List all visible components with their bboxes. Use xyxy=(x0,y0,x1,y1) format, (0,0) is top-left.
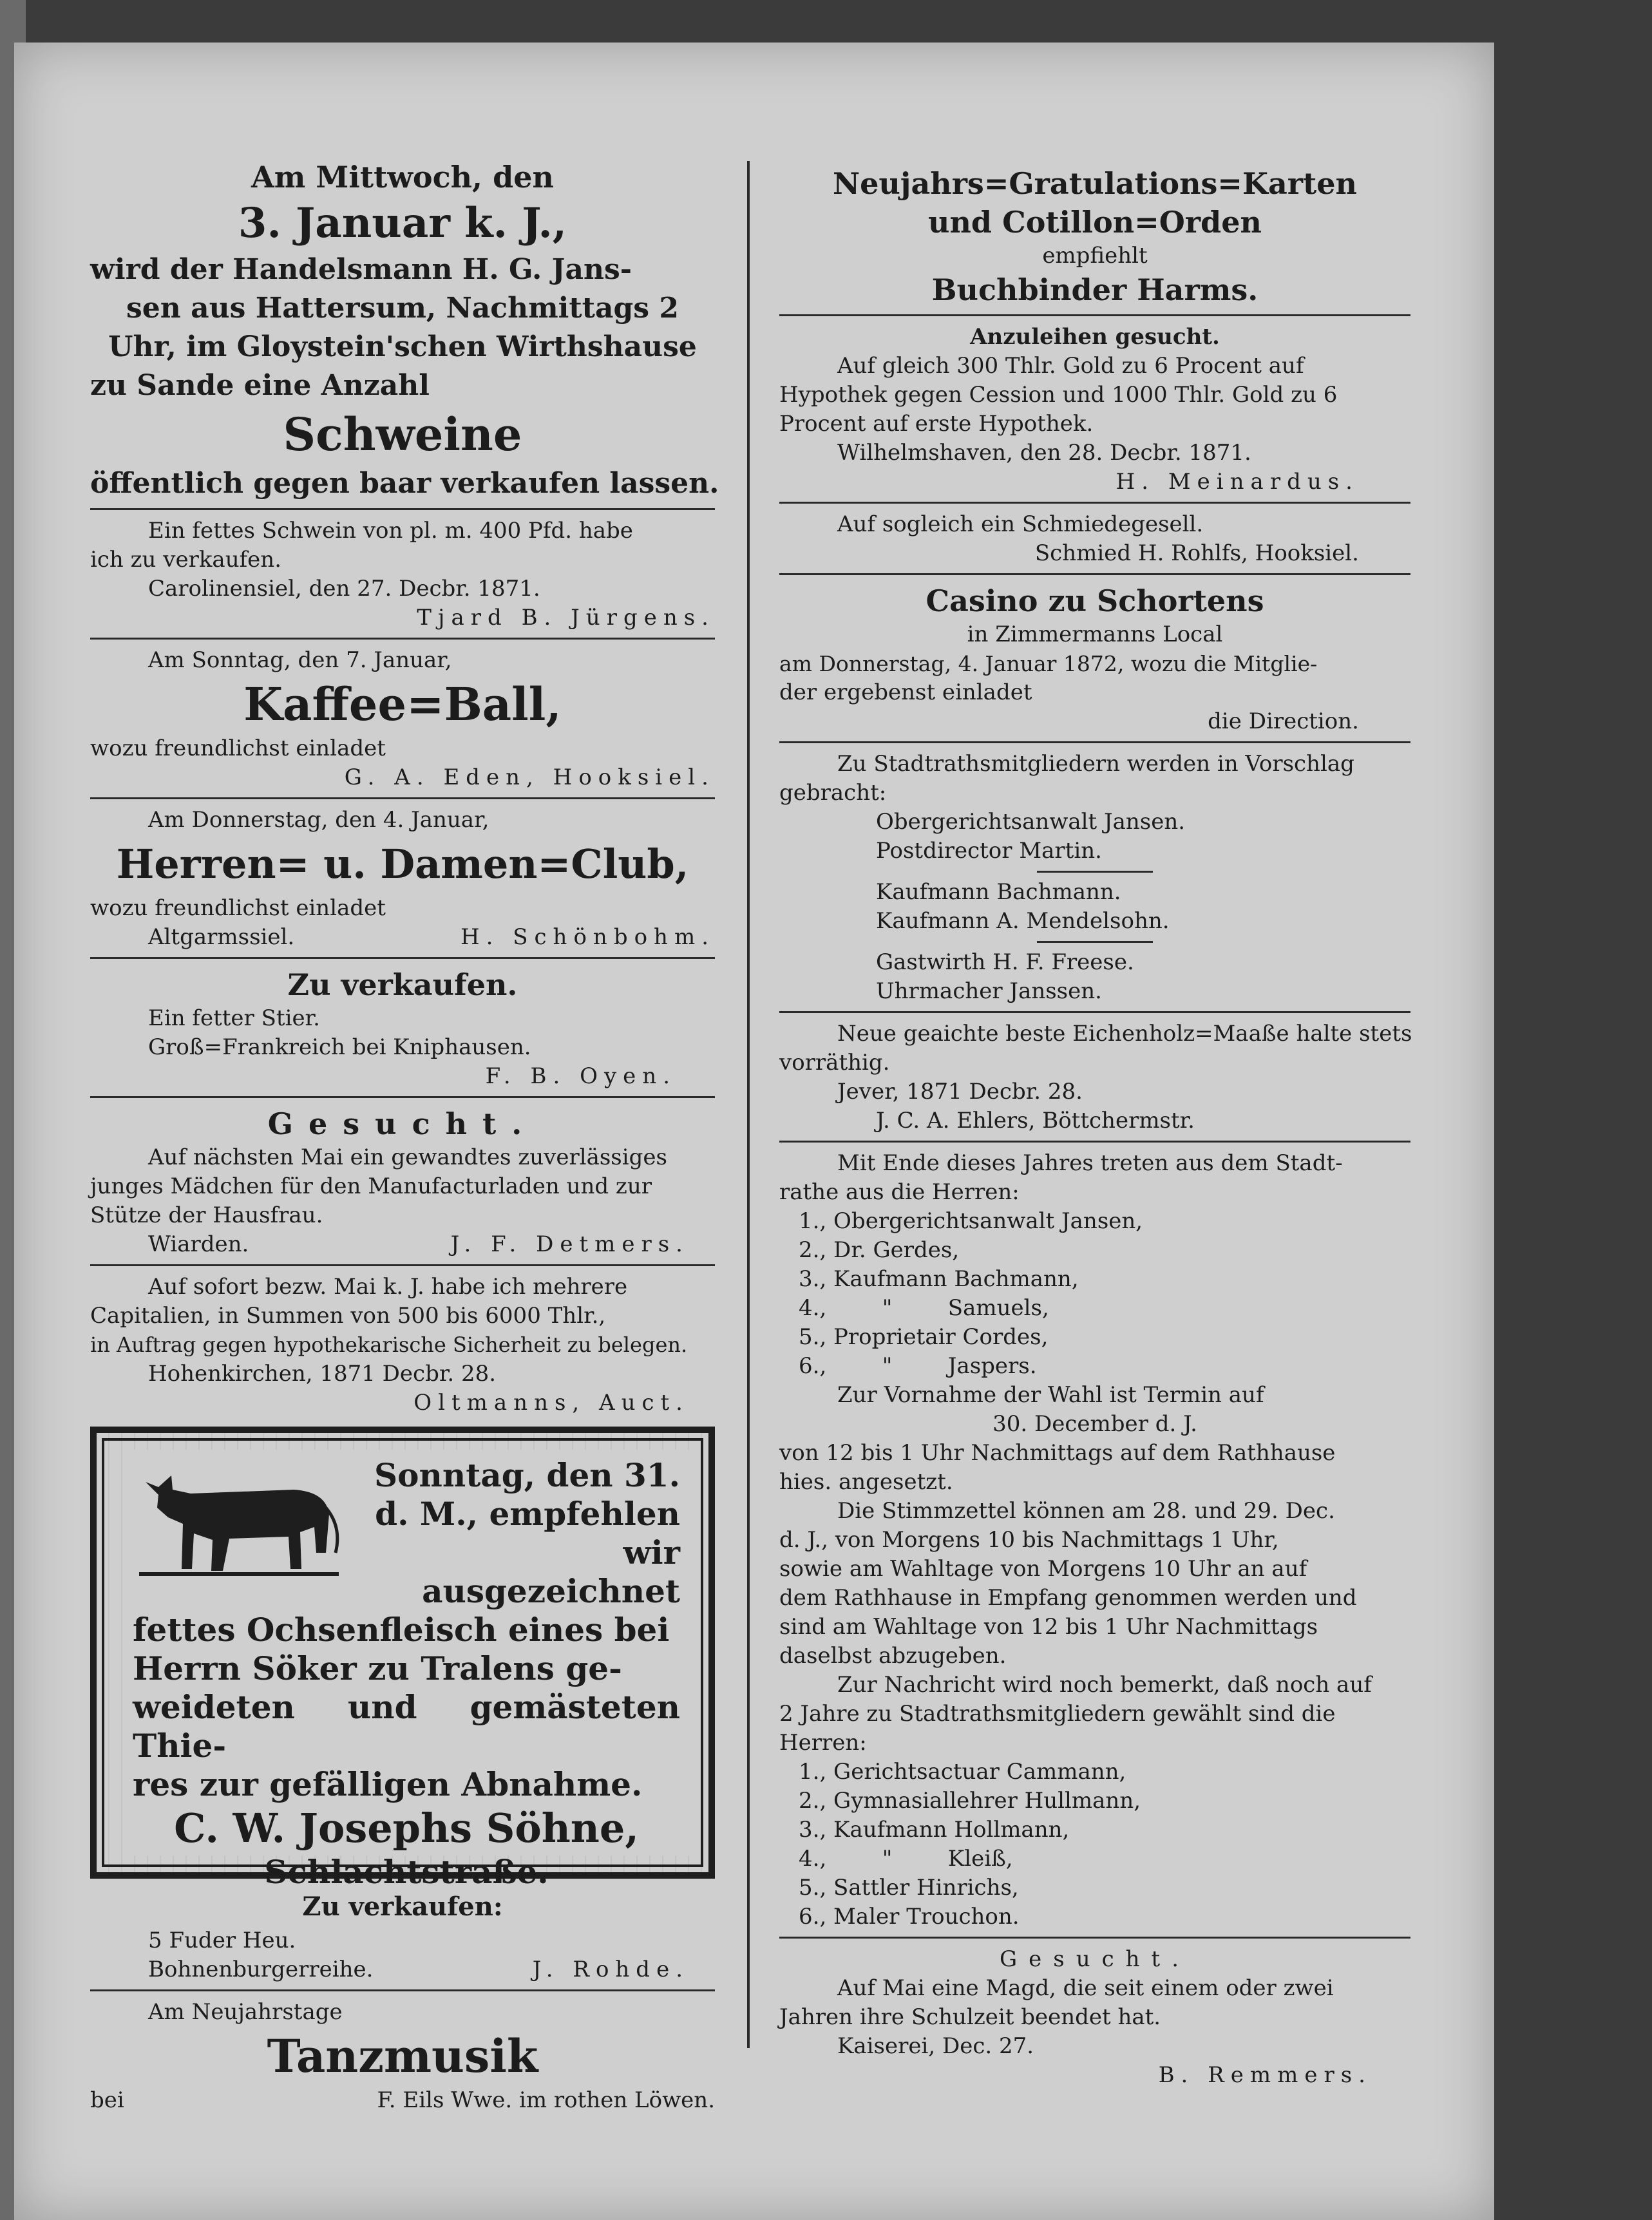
election-p7: sowie am Wahltage von Morgens 10 Uhr an auf xyxy=(779,1556,1307,1582)
election-p9: sind am Wahltage von 12 bis 1 Uhr Nachmittags xyxy=(779,1614,1318,1640)
short-rule xyxy=(1037,941,1153,943)
pig-line-3: Carolinensiel, den 27. Decbr. 1871. xyxy=(148,576,540,602)
election-p3: von 12 bis 1 Uhr Nachmittags auf dem Rathhause xyxy=(779,1440,1336,1466)
maid-signature: B. Remmers. xyxy=(1158,2062,1372,2088)
capital-line-4: Hohenkirchen, 1871 Decbr. 28. xyxy=(148,1361,497,1387)
auction-line-5: Uhr, im Gloystein'schen Wirthshause xyxy=(108,330,697,363)
club-title: Herren= u. Damen=Club, xyxy=(116,840,689,887)
sale-title: Zu verkaufen. xyxy=(287,967,518,1002)
rule xyxy=(779,1937,1410,1939)
kaffee-line-2: wozu freundlichst einladet xyxy=(90,735,386,761)
kaffee-signature: G. A. Eden, Hooksiel. xyxy=(344,764,715,790)
right-column xyxy=(779,119,1410,2090)
measures-line-1: Neue geaichte beste Eichenholz=Maaße halte stets xyxy=(837,1021,1412,1047)
capital-line-1: Auf sofort bezw. Mai k. J. habe ich mehrere xyxy=(148,1274,628,1300)
pig-notice xyxy=(90,517,715,632)
dance-prefix: bei xyxy=(90,2087,124,2113)
auction-notice xyxy=(90,158,719,503)
auction-title-schweine: Schweine xyxy=(283,408,522,461)
council-name: Kaufmann A. Mendelsohn. xyxy=(876,908,1170,934)
loan-title: Anzuleihen gesucht. xyxy=(970,324,1220,350)
rule xyxy=(90,1264,715,1266)
maid-line-1: Auf Mai eine Magd, die seit einem oder zwei xyxy=(837,1975,1334,2001)
dance-title: Tanzmusik xyxy=(267,2029,538,2083)
rule xyxy=(779,741,1410,743)
rule xyxy=(779,573,1410,575)
ox-meat-advertisement xyxy=(90,1427,715,1891)
sale-stier-notice xyxy=(90,965,715,1091)
smith-notice xyxy=(779,510,1410,568)
election-p4: hies. angesetzt. xyxy=(779,1469,953,1495)
rule xyxy=(90,1989,715,1991)
club-signature: H. Schönbohm. xyxy=(460,924,715,950)
election-notice xyxy=(779,1149,1410,1931)
wanted-line-3: Stütze der Hausfrau. xyxy=(90,1202,323,1228)
casino-signature: die Direction. xyxy=(1208,708,1359,734)
auction-line-6: zu Sande eine Anzahl xyxy=(90,369,430,402)
dance-line-1: Am Neujahrstage xyxy=(148,1999,343,2025)
rule xyxy=(90,957,715,959)
election-member: 4., " Samuels, xyxy=(799,1295,1049,1321)
council-proposal-notice xyxy=(779,750,1410,1006)
sale-line-1: Ein fetter Stier. xyxy=(148,1005,320,1031)
election-p12: 2 Jahre zu Stadtrathsmitgliedern gewählt sind die xyxy=(779,1701,1336,1727)
sale-signature: F. B. Oyen. xyxy=(485,1063,676,1089)
ox-ad-line-2: d. M., empfehlen xyxy=(375,1495,680,1533)
kaffee-line-1: Am Sonntag, den 7. Januar, xyxy=(148,647,452,673)
pig-signature: Tjard B. Jürgens. xyxy=(417,605,715,631)
wanted-place: Wiarden. xyxy=(148,1231,249,1257)
wanted-title: Gesucht. xyxy=(267,1106,538,1141)
left-column xyxy=(90,119,719,2115)
election-line-2: rathe aus die Herren: xyxy=(779,1179,1020,1205)
club-line-2: wozu freundlichst einladet xyxy=(90,895,386,921)
ox-ad-line-5: Herrn Söker zu Tralens ge- xyxy=(133,1649,622,1687)
auction-date: 3. Januar k. J., xyxy=(238,199,567,247)
measures-notice xyxy=(779,1020,1410,1135)
hay-notice xyxy=(90,1888,715,1984)
maid-line-3: Kaiserei, Dec. 27. xyxy=(837,2033,1034,2059)
wanted-line-1: Auf nächsten Mai ein gewandtes zuverlässiges xyxy=(148,1144,667,1170)
council-name: Gastwirth H. F. Freese. xyxy=(876,949,1134,975)
casino-title: Casino zu Schortens xyxy=(926,583,1264,618)
election-member: 1., Obergerichtsanwalt Jansen, xyxy=(799,1208,1143,1234)
wanted-signature: J. F. Detmers. xyxy=(450,1231,689,1257)
election-line-1: Mit Ende dieses Jahres treten aus dem Stadt- xyxy=(837,1150,1343,1176)
measures-line-3: Jever, 1871 Decbr. 28. xyxy=(837,1079,1083,1105)
council-line-1: Zu Stadtrathsmitgliedern werden in Vorschlag xyxy=(837,751,1354,777)
council-line-2: gebracht: xyxy=(779,780,887,806)
council-name: Obergerichtsanwalt Jansen. xyxy=(876,809,1186,835)
capital-notice xyxy=(90,1273,715,1418)
rule xyxy=(90,638,715,640)
hay-line-1: 5 Fuder Heu. xyxy=(148,1928,296,1953)
casino-line-1: in Zimmermanns Local xyxy=(967,621,1223,647)
short-rule xyxy=(1037,871,1153,873)
hay-signature: J. Rohde. xyxy=(532,1957,689,1982)
pig-line-2: ich zu verkaufen. xyxy=(90,547,282,573)
maid-title: Gesucht. xyxy=(999,1946,1191,1972)
ox-ad-street: Schlachtstraße. xyxy=(264,1853,549,1891)
dance-notice xyxy=(90,1998,715,2115)
election-p6: d. J., von Morgens 10 bis Nachmittags 1 Uhr, xyxy=(779,1527,1279,1553)
remaining-member: 5., Sattler Hinrichs, xyxy=(799,1875,1019,1901)
remaining-member: 4., " Kleiß, xyxy=(799,1846,1013,1872)
ox-illustration-icon xyxy=(133,1456,345,1585)
dance-signature: F. Eils Wwe. im rothen Löwen. xyxy=(377,2087,715,2113)
council-name: Postdirector Martin. xyxy=(876,838,1102,864)
kaffee-title: Kaffee=Ball, xyxy=(243,678,562,731)
auction-line-8: öffentlich gegen baar verkaufen lassen. xyxy=(90,467,719,500)
cards-line-1: Neujahrs=Gratulations=Karten xyxy=(833,166,1357,201)
cards-line-4: Buchbinder Harms. xyxy=(931,272,1258,307)
ox-ad-firm: C. W. Josephs Söhne, xyxy=(174,1805,639,1852)
measures-signature: J. C. A. Ehlers, Böttchermstr. xyxy=(876,1108,1195,1134)
remaining-member: 6., Maler Trouchon. xyxy=(799,1904,1020,1930)
loan-line-1: Auf gleich 300 Thlr. Gold zu 6 Procent auf xyxy=(837,353,1304,379)
capital-line-3: in Auftrag gegen hypothekarische Sicherheit zu belegen. xyxy=(90,1333,688,1357)
ox-ad-line-7: res zur gefälligen Abnahme. xyxy=(133,1765,643,1803)
remaining-member: 3., Kaufmann Hollmann, xyxy=(799,1817,1070,1843)
measures-line-2: vorräthig. xyxy=(779,1050,890,1076)
auction-line-3: wird der Handelsmann H. G. Jans- xyxy=(90,253,632,286)
remaining-member: 2., Gymnasiallehrer Hullmann, xyxy=(799,1788,1141,1814)
election-p10: daselbst abzugeben. xyxy=(779,1643,1007,1669)
election-member: 3., Kaufmann Bachmann, xyxy=(799,1266,1079,1292)
auction-line-4: sen aus Hattersum, Nachmittags 2 xyxy=(126,292,679,325)
council-name: Kaufmann Bachmann. xyxy=(876,879,1121,905)
hay-place: Bohnenburgerreihe. xyxy=(148,1957,374,1982)
column-divider xyxy=(747,161,750,2048)
remaining-member: 1., Gerichtsactuar Cammann, xyxy=(799,1759,1126,1785)
election-p1: Zur Vornahme der Wahl ist Termin auf xyxy=(837,1382,1264,1408)
pig-line-1: Ein fettes Schwein von pl. m. 400 Pfd. habe xyxy=(148,518,633,544)
kaffee-ball-notice xyxy=(90,646,715,792)
loan-notice xyxy=(779,323,1410,497)
club-notice xyxy=(90,806,715,952)
loan-line-3: Procent auf erste Hypothek. xyxy=(779,411,1094,437)
rule xyxy=(779,1011,1410,1013)
election-p8: dem Rathhause in Empfang genommen werden und xyxy=(779,1585,1357,1611)
rule xyxy=(90,797,715,799)
auction-line-1: Am Mittwoch, den xyxy=(251,160,554,194)
rule xyxy=(90,1096,715,1098)
wanted-girl-notice xyxy=(90,1105,715,1259)
capital-line-2: Capitalien, in Summen von 500 bis 6000 Thlr., xyxy=(90,1303,606,1329)
club-line-1: Am Donnerstag, den 4. Januar, xyxy=(148,807,489,833)
rule xyxy=(779,502,1410,504)
election-member: 6., " Jaspers. xyxy=(799,1353,1037,1379)
maid-notice xyxy=(779,1945,1410,2090)
ox-ad-line-1: Sonntag, den 31. xyxy=(374,1456,680,1494)
rule xyxy=(779,314,1410,316)
rule xyxy=(90,508,715,510)
smith-signature: Schmied H. Rohlfs, Hooksiel. xyxy=(1034,540,1359,566)
cards-line-3: empfiehlt xyxy=(1042,243,1148,269)
wanted-line-2: junges Mädchen für den Manufacturladen und zur xyxy=(90,1173,652,1199)
casino-notice xyxy=(779,582,1410,736)
sale-line-2: Groß=Frankreich bei Kniphausen. xyxy=(148,1034,531,1060)
capital-signature: Oltmanns, Auct. xyxy=(413,1390,689,1416)
election-member: 2., Dr. Gerdes, xyxy=(799,1237,960,1263)
cards-line-2: und Cotillon=Orden xyxy=(928,205,1262,240)
election-p13: Herren: xyxy=(779,1730,867,1756)
election-p2: 30. December d. J. xyxy=(992,1411,1197,1437)
club-place: Altgarmssiel. xyxy=(148,924,295,950)
hay-title: Zu verkaufen: xyxy=(302,1892,503,1922)
council-name: Uhrmacher Janssen. xyxy=(876,978,1102,1004)
smith-line-1: Auf sogleich ein Schmiedegesell. xyxy=(837,511,1204,537)
ox-ad-line-4: fettes Ochsenfleisch eines bei xyxy=(133,1611,670,1649)
maid-line-2: Jahren ihre Schulzeit beendet hat. xyxy=(779,2004,1161,2030)
cards-notice xyxy=(779,164,1410,309)
casino-line-3: der ergebenst einladet xyxy=(779,679,1032,705)
casino-line-2: am Donnerstag, 4. Januar 1872, wozu die Mitglie- xyxy=(779,651,1318,676)
loan-line-2: Hypothek gegen Cession und 1000 Thlr. Gold zu 6 xyxy=(779,382,1338,408)
election-p5: Die Stimmzettel können am 28. und 29. Dec. xyxy=(837,1498,1335,1524)
ox-ad-line-6: weideten und gemästeten Thie- xyxy=(133,1688,680,1765)
election-p11: Zur Nachricht wird noch bemerkt, daß noch auf xyxy=(837,1672,1372,1698)
loan-line-4: Wilhelmshaven, den 28. Decbr. 1871. xyxy=(837,440,1251,466)
loan-signature: H. Meinardus. xyxy=(1116,469,1359,495)
rule xyxy=(779,1141,1410,1143)
ox-ad-line-3: wir ausgezeichnet xyxy=(422,1533,680,1610)
election-member: 5., Proprietair Cordes, xyxy=(799,1324,1049,1350)
